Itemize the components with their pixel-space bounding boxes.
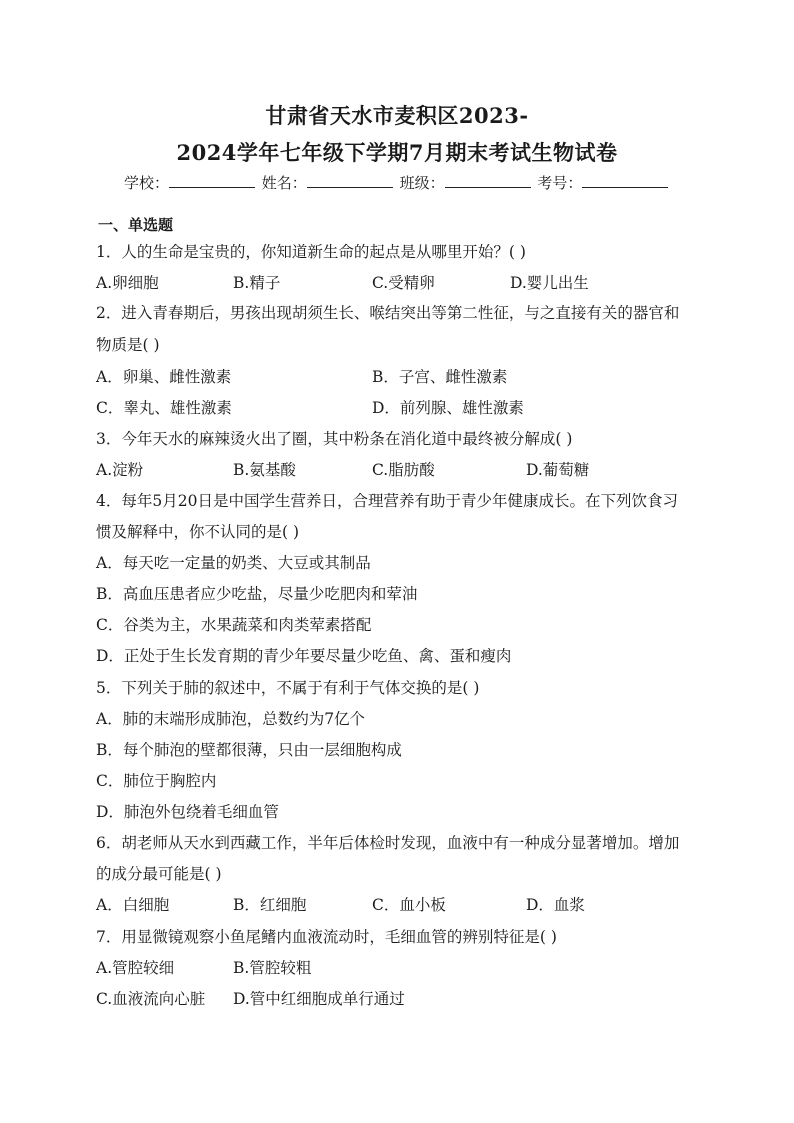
number-blank[interactable] <box>582 175 668 188</box>
q4-option-d: D．正处于生长发育期的青少年要尽量少吃鱼、禽、蛋和瘦肉 <box>96 647 512 665</box>
q6-option-d: D．血浆 <box>526 896 585 914</box>
q6-option-b: B．红细胞 <box>233 896 307 914</box>
q3-option-c: C.脂肪酸 <box>372 461 435 479</box>
school-label: 学校： <box>124 174 170 192</box>
q2-option-b: B．子宫、雌性激素 <box>372 368 508 386</box>
q7-option-a: A.管腔较细 <box>96 959 175 977</box>
school-blank[interactable] <box>169 175 255 188</box>
q4-option-c: C．谷类为主，水果蔬菜和肉类荤素搭配 <box>96 616 372 634</box>
q5-option-a: A．肺的末端形成肺泡，总数约为7亿个 <box>96 710 366 728</box>
question-4-stem-cont: 惯及解释中，你不认同的是( ) <box>96 523 300 541</box>
q6-option-a: A．白细胞 <box>96 896 170 914</box>
question-1-stem: 1．人的生命是宝贵的，你知道新生命的起点是从哪里开始？( ) <box>96 243 526 261</box>
q2-option-c: C．睾丸、雄性激素 <box>96 399 232 417</box>
q1-option-b: B.精子 <box>233 274 281 292</box>
question-2-stem-cont: 物质是( ) <box>96 336 160 354</box>
q7-option-c: C.血液流向心脏 <box>96 990 206 1008</box>
q7-option-d: D.管中红细胞成单行通过 <box>233 990 405 1008</box>
q5-option-d: D．肺泡外包绕着毛细血管 <box>96 803 279 821</box>
q2-option-d: D．前列腺、雄性激素 <box>372 399 524 417</box>
section-title: 一、单选题 <box>98 216 174 234</box>
q7-option-b: B.管腔较粗 <box>233 959 312 977</box>
question-5-stem: 5．下列关于肺的叙述中，不属于有利于气体交换的是( ) <box>96 679 480 697</box>
q5-option-c: C．肺位于胸腔内 <box>96 772 217 790</box>
q3-option-b: B.氨基酸 <box>233 461 296 479</box>
exam-title-line2: 2024学年七年级下学期7月期末考试生物试卷 <box>176 140 618 165</box>
q1-option-c: C.受精卵 <box>372 274 435 292</box>
exam-title-line1: 甘肃省天水市麦积区2023- <box>265 103 529 128</box>
question-6-stem: 6．胡老师从天水到西藏工作，半年后体检时发现，血液中有一种成分显著增加。增加 <box>96 834 680 852</box>
name-blank[interactable] <box>307 175 393 188</box>
class-label: 班级： <box>399 174 445 192</box>
name-label: 姓名： <box>261 174 307 192</box>
q4-option-a: A．每天吃一定量的奶类、大豆或其制品 <box>96 554 371 572</box>
q1-option-d: D.婴儿出生 <box>510 274 589 292</box>
q3-option-a: A.淀粉 <box>96 461 144 479</box>
student-info-row <box>124 172 670 193</box>
number-label: 考号： <box>537 174 583 192</box>
question-6-stem-cont: 的成分最可能是( ) <box>96 865 222 883</box>
q4-option-b: B．高血压患者应少吃盐，尽量少吃肥肉和荤油 <box>96 585 418 603</box>
q6-option-c: C．血小板 <box>372 896 446 914</box>
q5-option-b: B．每个肺泡的壁都很薄，只由一层细胞构成 <box>96 741 402 759</box>
question-7-stem: 7．用显微镜观察小鱼尾鳍内血液流动时，毛细血管的辨别特征是( ) <box>96 928 557 946</box>
question-4-stem: 4．每年5月20日是中国学生营养日，合理营养有助于青少年健康成长。在下列饮食习 <box>96 492 678 510</box>
class-blank[interactable] <box>445 175 531 188</box>
q3-option-d: D.葡萄糖 <box>526 461 590 479</box>
question-3-stem: 3．今年天水的麻辣烫火出了圈，其中粉条在消化道中最终被分解成( ) <box>96 430 573 448</box>
q1-option-a: A.卵细胞 <box>96 274 159 292</box>
q2-option-a: A．卵巢、雌性激素 <box>96 368 232 386</box>
question-2-stem: 2．进入青春期后，男孩出现胡须生长、喉结突出等第二性征，与之直接有关的器官和 <box>96 304 680 322</box>
